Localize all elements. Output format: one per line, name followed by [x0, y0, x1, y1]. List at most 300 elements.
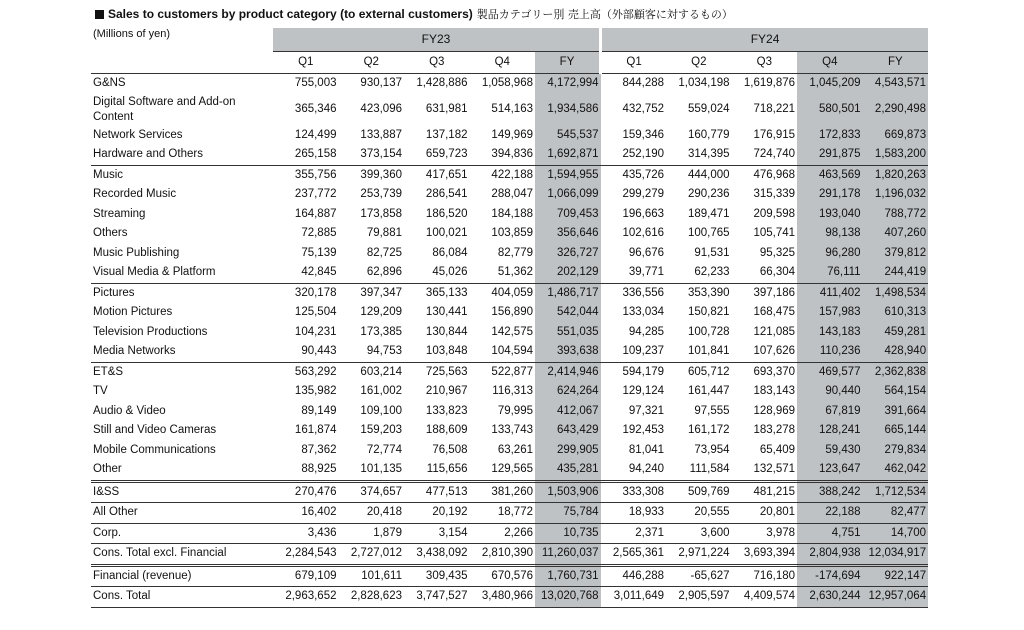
table-cell: 624,264	[535, 382, 601, 402]
table-cell: 18,933	[601, 503, 667, 524]
table-cell: 365,346	[294, 103, 337, 115]
table-cell: 412,067	[535, 402, 601, 422]
table-cell: 631,981	[425, 103, 468, 115]
table-cell: 755,003	[273, 74, 339, 94]
table-cell: 252,190	[622, 148, 665, 161]
table-cell: 109,237	[622, 345, 665, 358]
table-cell: 1,058,968	[470, 74, 536, 94]
table-cell: 551,035	[535, 323, 601, 343]
table-cell: 299,279	[622, 188, 665, 201]
table-cell: 4,751	[797, 523, 863, 544]
table-cell: 88,925	[301, 463, 337, 476]
table-cell: 96,280	[797, 244, 863, 264]
table-cell: 39,771	[628, 266, 665, 279]
table-cell: 428,940	[863, 342, 929, 362]
table-cell: 509,769	[666, 481, 732, 503]
table-cell: 125,504	[294, 306, 337, 319]
units-label: (Millions of yen)	[93, 28, 171, 40]
table-cell: 143,183	[797, 323, 863, 343]
row-label: G&NS	[91, 74, 273, 94]
table-row	[91, 94, 928, 126]
table-cell: 75,784	[535, 503, 601, 524]
table-cell: 1,066,099	[535, 185, 601, 205]
table-cell: 459,281	[863, 323, 929, 343]
table-cell: 463,569	[797, 165, 863, 185]
table-cell: 3,436	[273, 523, 339, 544]
row-label: Television Productions	[93, 325, 208, 338]
table-cell: 82,779	[497, 246, 533, 259]
table-cell: 603,214	[339, 362, 405, 382]
table-cell: 397,186	[732, 283, 798, 303]
table-cell: 610,313	[863, 303, 929, 323]
table-cell: 104,594	[491, 345, 533, 358]
row-label: Mobile Communications	[93, 443, 216, 456]
table-cell: 1,486,717	[535, 283, 601, 303]
column-header: Q1	[273, 52, 339, 74]
table-cell: 16,402	[273, 503, 339, 524]
table-cell: 1,428,886	[404, 74, 470, 94]
table-cell: 101,841	[687, 345, 730, 358]
table-row	[91, 342, 928, 362]
table-cell: 161,447	[687, 385, 730, 398]
table-cell: 1,619,876	[732, 74, 798, 94]
table-cell: 20,801	[732, 503, 798, 524]
column-header: Q1	[601, 52, 667, 74]
table-cell: 399,360	[339, 165, 405, 185]
table-header	[91, 28, 928, 74]
table-cell: 559,024	[687, 103, 730, 115]
table-cell: 110,236	[797, 342, 863, 362]
table-cell: 164,887	[294, 207, 337, 220]
table-cell: 193,040	[797, 205, 863, 225]
table-cell: 42,845	[301, 266, 337, 279]
fiscal-year-header-fy24: FY24	[601, 28, 929, 52]
table-cell: 290,236	[687, 188, 730, 201]
table-cell: 564,154	[863, 382, 929, 402]
table-cell: 130,844	[425, 325, 468, 338]
table-cell: 1,712,534	[863, 481, 929, 503]
table-cell: 1,934,586	[535, 94, 601, 126]
table-cell: 192,453	[622, 424, 665, 437]
row-label: Network Services	[93, 128, 183, 141]
table-cell: 188,609	[425, 424, 468, 437]
table-cell: 159,203	[360, 424, 402, 437]
table-cell: 435,726	[601, 165, 667, 185]
table-cell: 103,859	[491, 227, 533, 240]
table-cell: 59,430	[797, 441, 863, 461]
sales-table	[91, 28, 928, 608]
table-cell: 315,339	[753, 188, 796, 201]
table-cell: 391,664	[863, 402, 929, 422]
table-cell: 161,002	[360, 385, 402, 398]
table-cell: 393,638	[535, 342, 601, 362]
table-cell: 930,137	[339, 74, 405, 94]
table-cell: 522,877	[470, 362, 536, 382]
table-cell: 422,188	[470, 165, 536, 185]
table-cell: 149,969	[491, 128, 533, 141]
table-cell: 669,873	[863, 126, 929, 146]
table-cell: 2,371	[601, 523, 667, 544]
table-cell: 79,995	[497, 404, 533, 417]
table-cell: 1,594,955	[535, 165, 601, 185]
table-cell: 82,725	[366, 246, 402, 259]
table-row	[91, 481, 928, 503]
table-cell: 94,240	[628, 463, 665, 476]
table-cell: 100,728	[687, 325, 730, 338]
table-row	[91, 565, 928, 587]
table-cell: 89,149	[301, 404, 337, 417]
table-cell: 4,543,571	[863, 74, 929, 94]
table-cell: 788,772	[863, 205, 929, 225]
table-cell: 11,260,037	[535, 544, 601, 566]
table-cell: 1,760,731	[535, 565, 601, 587]
table-cell: 3,011,649	[601, 587, 667, 608]
row-label: I&SS	[91, 481, 273, 503]
table-cell: -174,694	[797, 565, 863, 587]
table-cell: 128,241	[797, 421, 863, 441]
table-cell: 18,772	[470, 503, 536, 524]
table-cell: 333,308	[601, 481, 667, 503]
table-cell: 159,346	[622, 128, 665, 141]
table-cell: 477,513	[404, 481, 470, 503]
table-cell: 45,026	[432, 266, 468, 279]
table-cell: 73,954	[694, 443, 730, 456]
table-row	[91, 402, 928, 422]
table-cell: 97,321	[628, 404, 665, 417]
table-row	[91, 145, 928, 165]
table-cell: 3,480,966	[470, 587, 536, 608]
table-cell: 82,477	[863, 503, 929, 524]
row-label: Cons. Total excl. Financial	[91, 544, 273, 566]
table-cell: 1,503,906	[535, 481, 601, 503]
table-row	[91, 165, 928, 185]
row-label: Others	[93, 227, 128, 240]
table-cell: 66,304	[759, 266, 796, 279]
column-header: Q3	[732, 52, 798, 74]
table-cell: 101,611	[361, 569, 402, 582]
row-label: Recorded Music	[93, 188, 177, 201]
table-cell: 129,124	[622, 385, 665, 398]
table-cell: 132,571	[753, 463, 796, 476]
table-row	[91, 323, 928, 343]
table-cell: 94,285	[628, 325, 665, 338]
table-cell: 173,858	[360, 207, 402, 220]
table-cell: 288,047	[491, 188, 533, 201]
table-cell: 265,158	[294, 148, 337, 161]
table-row	[91, 382, 928, 402]
table-cell: 286,541	[425, 188, 468, 201]
table-cell: 135,982	[294, 385, 337, 398]
table-cell: 2,810,390	[470, 544, 536, 566]
table-cell: 397,347	[339, 283, 405, 303]
table-row	[91, 460, 928, 481]
table-cell: 407,260	[863, 224, 929, 244]
table-title-en: Sales to customers by product category (to external customers)	[108, 7, 473, 21]
table-cell: 373,154	[360, 148, 402, 161]
table-cell: 109,100	[360, 404, 402, 417]
table-cell: 1,034,198	[666, 74, 732, 94]
column-header: Q4	[470, 52, 536, 74]
row-label: Motion Pictures	[93, 306, 173, 319]
row-label: Visual Media & Platform	[93, 266, 216, 279]
table-cell: 184,188	[491, 207, 533, 220]
table-cell: 469,577	[797, 362, 863, 382]
row-label: Media Networks	[93, 345, 176, 358]
row-label: Still and Video Cameras	[93, 424, 217, 437]
table-cell: 96,676	[628, 246, 665, 259]
row-label: Other	[93, 463, 122, 476]
table-cell: 98,138	[797, 224, 863, 244]
table-cell: 2,727,012	[339, 544, 405, 566]
table-cell: -65,627	[690, 569, 730, 582]
table-body	[91, 74, 928, 608]
table-cell: 2,971,224	[666, 544, 732, 566]
table-cell: 336,556	[601, 283, 667, 303]
table-cell: 605,712	[666, 362, 732, 382]
table-cell: 326,727	[535, 244, 601, 264]
table-cell: 1,498,534	[863, 283, 929, 303]
table-title	[95, 6, 733, 22]
table-row	[91, 362, 928, 382]
table-cell: 1,820,263	[863, 165, 929, 185]
table-cell: 133,034	[622, 306, 665, 319]
table-cell: 137,182	[425, 128, 468, 141]
table-cell: 725,563	[404, 362, 470, 382]
table-cell: 718,221	[753, 103, 796, 115]
table-cell: 142,575	[491, 325, 533, 338]
table-cell: 659,723	[425, 148, 468, 161]
table-cell: 209,598	[753, 207, 796, 220]
table-row	[91, 523, 928, 544]
table-cell: 314,395	[687, 148, 730, 161]
table-cell: 103,848	[425, 345, 468, 358]
table-cell: 102,616	[622, 227, 665, 240]
table-cell: 643,429	[535, 421, 601, 441]
table-cell: 111,584	[689, 463, 730, 476]
table-cell: 173,385	[360, 325, 402, 338]
table-cell: 189,471	[687, 207, 730, 220]
table-cell: 86,084	[432, 246, 468, 259]
table-cell: 423,096	[360, 103, 402, 115]
table-cell: 580,501	[797, 94, 863, 126]
table-cell: 160,779	[687, 128, 730, 141]
table-cell: 355,756	[273, 165, 339, 185]
table-cell: 388,242	[797, 481, 863, 503]
table-cell: 542,044	[535, 303, 601, 323]
table-cell: 133,823	[425, 404, 468, 417]
table-cell: 90,443	[301, 345, 337, 358]
table-cell: 394,836	[491, 148, 533, 161]
row-label: All Other	[91, 503, 273, 524]
table-cell: 105,741	[753, 227, 796, 240]
row-label: Music	[91, 165, 273, 185]
table-cell: 1,583,200	[863, 145, 929, 165]
table-cell: 545,537	[535, 126, 601, 146]
table-cell: 161,172	[687, 424, 730, 437]
column-header: Q3	[404, 52, 470, 74]
table-cell: 13,020,768	[535, 587, 601, 608]
table-cell: 87,362	[301, 443, 337, 456]
table-cell: 353,390	[666, 283, 732, 303]
row-label: Corp.	[91, 523, 273, 544]
row-label: Cons. Total	[91, 587, 273, 608]
table-cell: 3,978	[732, 523, 798, 544]
table-cell: 133,887	[360, 128, 402, 141]
table-cell: 476,968	[732, 165, 798, 185]
table-cell: 594,179	[601, 362, 667, 382]
table-cell: 374,657	[339, 481, 405, 503]
table-cell: 12,034,917	[863, 544, 929, 566]
table-cell: 91,531	[694, 246, 730, 259]
table-cell: 104,231	[294, 325, 337, 338]
table-cell: 381,260	[470, 481, 536, 503]
table-cell: 404,059	[470, 283, 536, 303]
column-header: Q2	[339, 52, 405, 74]
table-cell: 161,874	[294, 424, 337, 437]
table-cell: 244,419	[863, 263, 929, 283]
table-cell: 291,178	[797, 185, 863, 205]
table-row	[91, 224, 928, 244]
table-cell: 417,651	[404, 165, 470, 185]
table-cell: 435,281	[535, 460, 601, 481]
table-row	[91, 421, 928, 441]
table-cell: 432,752	[622, 103, 665, 115]
table-cell: 2,963,652	[273, 587, 339, 608]
table-cell: 844,288	[601, 74, 667, 94]
table-cell: 291,875	[797, 145, 863, 165]
table-cell: 62,233	[694, 266, 730, 279]
table-cell: 128,969	[753, 404, 796, 417]
table-row	[91, 126, 928, 146]
table-cell: 20,555	[666, 503, 732, 524]
table-cell: 299,905	[535, 441, 601, 461]
table-cell: 12,957,064	[863, 587, 929, 608]
column-header: FY	[535, 52, 601, 74]
table-cell: 51,362	[497, 266, 533, 279]
table-row	[91, 503, 928, 524]
table-cell: 210,967	[425, 385, 468, 398]
table-cell: 129,565	[491, 463, 533, 476]
table-row	[91, 587, 928, 608]
table-cell: 81,041	[628, 443, 665, 456]
table-cell: 116,313	[492, 385, 533, 398]
table-cell: 3,693,394	[732, 544, 798, 566]
table-row	[91, 441, 928, 461]
table-cell: 309,435	[425, 569, 468, 582]
table-cell: 157,983	[797, 303, 863, 323]
row-label: Streaming	[93, 207, 146, 220]
table-cell: 3,600	[666, 523, 732, 544]
table-cell: 716,180	[753, 569, 796, 582]
table-cell: 115,656	[426, 463, 468, 476]
table-row	[91, 185, 928, 205]
table-title-jp: 製品カテゴリー別 売上高（外部顧客に対するもの）	[476, 8, 733, 21]
row-label: ET&S	[91, 362, 273, 382]
table-cell: 3,154	[404, 523, 470, 544]
table-cell: 172,833	[797, 126, 863, 146]
table-cell: 3,438,092	[404, 544, 470, 566]
table-cell: 65,409	[759, 443, 796, 456]
row-label: Financial (revenue)	[93, 569, 192, 582]
table-row	[91, 263, 928, 283]
table-row	[91, 544, 928, 566]
table-cell: 100,765	[687, 227, 730, 240]
table-cell: 1,879	[339, 523, 405, 544]
table-cell: 1,692,871	[535, 145, 601, 165]
table-cell: 1,045,209	[797, 74, 863, 94]
table-cell: 129,209	[360, 306, 402, 319]
table-cell: 95,325	[759, 246, 796, 259]
table-cell: 97,555	[694, 404, 730, 417]
table-cell: 3,747,527	[404, 587, 470, 608]
table-cell: 1,196,032	[863, 185, 929, 205]
table-cell: 133,743	[491, 424, 533, 437]
table-cell: 709,453	[535, 205, 601, 225]
table-cell: 196,663	[622, 207, 665, 220]
row-label: Music Publishing	[93, 246, 180, 259]
table-cell: 2,905,597	[666, 587, 732, 608]
table-cell: 10,735	[535, 523, 601, 544]
table-cell: 168,475	[753, 306, 796, 319]
table-cell: 320,178	[273, 283, 339, 303]
table-cell: 379,812	[863, 244, 929, 264]
table-cell: 100,021	[425, 227, 468, 240]
table-cell: 2,414,946	[535, 362, 601, 382]
table-cell: 94,753	[366, 345, 402, 358]
table-cell: 279,834	[863, 441, 929, 461]
table-cell: 90,440	[797, 382, 863, 402]
row-label: Digital Software and Add-on Content	[93, 95, 236, 123]
table-cell: 20,418	[339, 503, 405, 524]
table-row	[91, 283, 928, 303]
row-label: TV	[93, 385, 108, 398]
table-cell: 101,135	[360, 463, 402, 476]
table-cell: 2,804,938	[797, 544, 863, 566]
table-cell: 2,565,361	[601, 544, 667, 566]
table-row	[91, 205, 928, 225]
table-cell: 4,172,994	[535, 74, 601, 94]
column-header: Q2	[666, 52, 732, 74]
row-label: Pictures	[91, 283, 273, 303]
table-cell: 4,409,574	[732, 587, 798, 608]
row-label: Audio & Video	[93, 404, 166, 417]
table-cell: 202,129	[535, 263, 601, 283]
table-cell: 514,163	[491, 103, 533, 115]
table-cell: 2,284,543	[273, 544, 339, 566]
table-cell: 183,278	[753, 424, 796, 437]
table-cell: 356,646	[535, 224, 601, 244]
table-cell: 186,520	[425, 207, 468, 220]
table-cell: 150,821	[687, 306, 730, 319]
table-cell: 724,740	[753, 148, 796, 161]
row-label: Hardware and Others	[93, 148, 203, 161]
table-row	[91, 74, 928, 94]
table-cell: 270,476	[273, 481, 339, 503]
table-cell: 693,370	[732, 362, 798, 382]
table-cell: 79,881	[366, 227, 402, 240]
table-cell: 365,133	[404, 283, 470, 303]
table-cell: 446,288	[622, 569, 665, 582]
table-cell: 563,292	[273, 362, 339, 382]
column-header: FY	[863, 52, 929, 74]
table-cell: 253,739	[360, 188, 402, 201]
table-row	[91, 303, 928, 323]
table-cell: 411,402	[797, 283, 863, 303]
fiscal-year-header-fy23: FY23	[273, 28, 601, 52]
table-cell: 72,774	[366, 443, 402, 456]
table-cell: 922,147	[863, 565, 929, 587]
square-bullet-icon	[95, 10, 104, 19]
